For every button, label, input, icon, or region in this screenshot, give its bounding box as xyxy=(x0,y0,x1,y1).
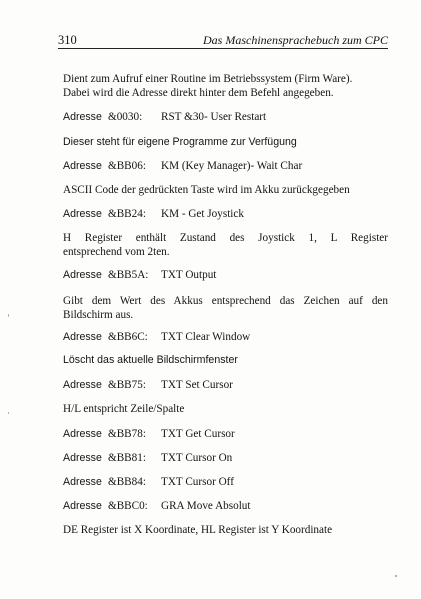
address-entry xyxy=(63,499,393,513)
address-code: &BB75: xyxy=(108,379,146,391)
address-label: Adresse xyxy=(63,111,102,123)
address-label: Adresse xyxy=(63,160,102,172)
address-code: &BB24: xyxy=(108,208,146,220)
entry-text: entsprechend vom 2ten. xyxy=(63,246,170,258)
entry-text: H/L entspricht Zeile/Spalte xyxy=(63,403,185,415)
address-description: TXT Cursor On xyxy=(161,452,233,464)
address-description: GRA Move Absolut xyxy=(161,500,251,512)
entry-text: DE Register ist X Koordinate, HL Register ist Y Koordinate xyxy=(63,524,333,536)
header-rule xyxy=(58,48,388,49)
address-entry xyxy=(63,427,393,441)
address-label: Adresse xyxy=(63,452,102,464)
address-code: &BB84: xyxy=(108,476,146,488)
address-label: Adresse xyxy=(63,269,102,281)
address-code: &BB78: xyxy=(108,428,146,440)
address-description: KM - Get Joystick xyxy=(161,208,244,220)
address-entry xyxy=(63,159,393,173)
address-entry xyxy=(63,268,393,282)
address-label: Adresse xyxy=(63,208,102,220)
address-description: RST &30- User Restart xyxy=(161,111,267,123)
address-label: Adresse xyxy=(63,379,102,391)
address-code: &BB5A: xyxy=(108,269,149,281)
address-label: Adresse xyxy=(63,331,102,343)
address-description: TXT Clear Window xyxy=(161,331,251,343)
page-header xyxy=(58,33,388,49)
entry-text: H Register enthält Zustand des Joystick 1, L Register xyxy=(63,232,388,244)
address-description: TXT Output xyxy=(161,269,217,281)
address-code: &BB06: xyxy=(108,160,146,172)
address-description: TXT Get Cursor xyxy=(161,428,235,440)
entry-text: Gibt dem Wert des Akkus entsprechend das Zeichen auf den xyxy=(63,295,388,307)
entry-text: Dieser steht für eigene Programme zur Verfügung xyxy=(63,136,297,148)
running-title: Das Maschinensprachebuch zum CPC xyxy=(203,33,388,47)
scan-speck xyxy=(8,314,9,317)
entry-text: ASCII Code der gedrückten Taste wird im Akku zurückgegeben xyxy=(63,184,350,196)
page-number: 310 xyxy=(58,33,77,47)
address-label: Adresse xyxy=(63,428,102,440)
address-code: &BB81: xyxy=(108,452,146,464)
intro-line-2: Dabei wird die Adresse direkt hinter dem Befehl angegeben. xyxy=(63,87,334,99)
address-description: TXT Set Cursor xyxy=(161,379,233,391)
scan-speck xyxy=(8,412,9,414)
scan-speck xyxy=(395,575,397,577)
address-description: KM (Key Manager)- Wait Char xyxy=(161,160,303,172)
address-entry xyxy=(63,378,393,392)
address-label: Adresse xyxy=(63,500,102,512)
address-entry xyxy=(63,207,393,221)
address-entry xyxy=(63,475,393,489)
address-code: &BB6C: xyxy=(108,331,148,343)
address-entry xyxy=(63,451,393,465)
address-entry xyxy=(63,110,393,124)
entry-text: Bildschirm aus. xyxy=(63,309,134,321)
address-label: Adresse xyxy=(63,476,102,488)
address-description: TXT Cursor Off xyxy=(161,476,234,488)
entry-text: Löscht das aktuelle Bildschirmfenster xyxy=(63,354,238,366)
address-entry xyxy=(63,330,393,344)
address-code: &0030: xyxy=(108,111,143,123)
address-code: &BBC0: xyxy=(108,500,148,512)
intro-line-1: Dient zum Aufruf einer Routine im Betriebssystem (Firm Ware). xyxy=(63,73,353,85)
